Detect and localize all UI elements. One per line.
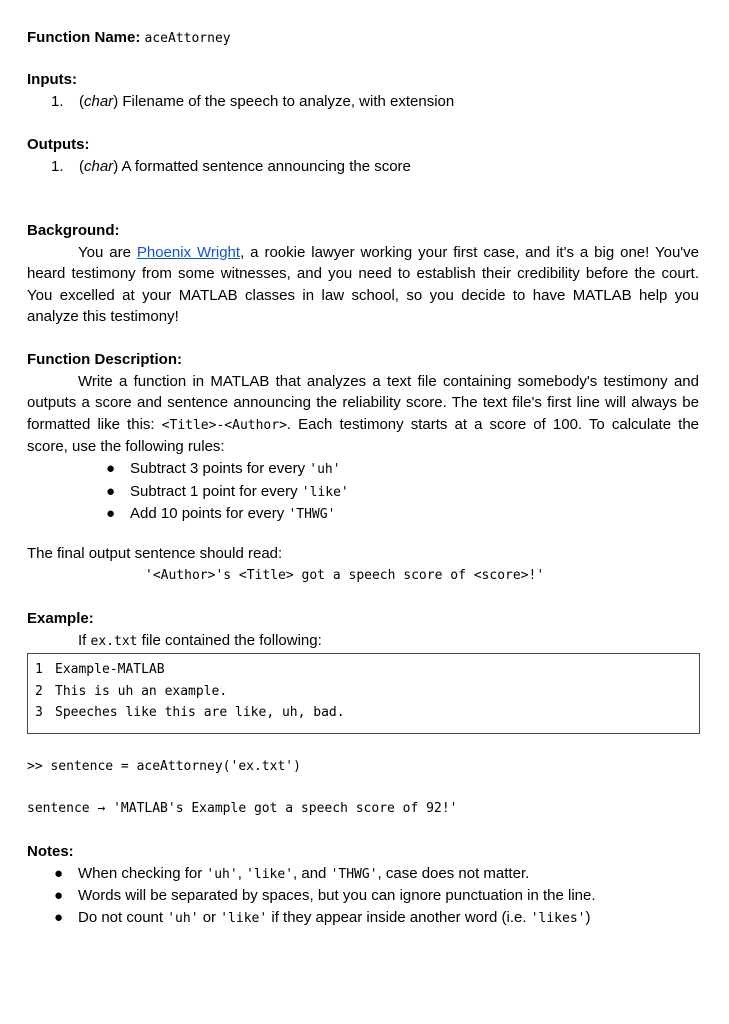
background-paragraph: You are Phoenix Wright, a rookie lawyer working your first case, and it's a big one! You've heard testimony from some witnesses, and you need to establish their credibility before the court. You excelled at your MATLAB classes in law school, so you decide to have MATLAB help you analyze this testimony!	[27, 243, 699, 326]
input-item: 1. (char) Filename of the speech to analyze, with extension	[51, 92, 455, 110]
example-section: Example: If ex.txt file contained the following:	[27, 608, 699, 652]
rule-item: ● Add 10 points for every 'THWG'	[106, 505, 336, 523]
note-item: ● Words will be separated by spaces, but you can ignore punctuation in the line.	[54, 887, 596, 905]
note-item: ● Do not count 'uh' or 'like' if they appear inside another word (i.e. 'likes')	[54, 908, 591, 926]
note-item: ● When checking for 'uh', 'like', and 'THWG', case does not matter.	[54, 864, 530, 882]
rule-item: ● Subtract 3 points for every 'uh'	[106, 459, 341, 477]
function-name-value: aceAttorney	[144, 31, 231, 46]
description-paragraph: Write a function in MATLAB that analyzes a text file containing somebody's testimony and outputs a score and sentence announcing the reliability score. The text file's first line will always be formatted like this: <Title>-<Author>. Each testimony starts at a score of 100. To calculate the score, use the following rules:	[27, 372, 700, 456]
phoenix-wright-link[interactable]: Phoenix Wright	[136, 243, 241, 261]
example-result: sentence → 'MATLAB's Example got a speech score of 92!'	[27, 801, 458, 816]
outputs-section: Outputs: 1. (char) A formatted sentence announcing the score	[27, 134, 699, 177]
final-sentence-format: '<Author>'s <Title> got a speech score of <score>!'	[145, 568, 545, 583]
example-intro: If ex.txt file contained the following:	[78, 631, 322, 649]
final-sentence-label: The final output sentence should read:	[27, 545, 283, 562]
file-line: 3 Speeches like this are like, uh, bad.	[35, 705, 345, 720]
example-file-box	[27, 653, 700, 734]
function-name: Function Name: aceAttorney	[27, 29, 231, 46]
file-line: 2 This is uh an example.	[35, 684, 228, 699]
rules-list	[27, 458, 699, 526]
description-section: Function Description: Write a function in MATLAB that analyzes a text file containing somebody's testimony and outputs a score and sentence announcing the reliability score. The text file's first line will always be formatted like this: <Title>-<Author>. Each testimony starts at a score of 100. To calculate the score, use the following rules: ● Subtract 3 points for every 'uh' ● Subtract 1 point for every 'like' ● Add 10 points for every 'THWG'	[27, 349, 699, 526]
inputs-section: Inputs: 1. (char) Filename of the speech to analyze, with extension	[27, 69, 699, 112]
background-section: Background: You are Phoenix Wright, a rookie lawyer working your first case, and it's a big one! You've heard testimony from some witnesses, and you need to establish their credibility before the court. You excelled at your MATLAB classes in law school, so you decide to have MATLAB help you analyze this testimony!	[27, 220, 699, 328]
example-call: >> sentence = aceAttorney('ex.txt')	[27, 759, 301, 774]
file-line: 1 Example-MATLAB	[35, 662, 165, 677]
output-item: 1. (char) A formatted sentence announcing the score	[51, 157, 411, 175]
notes-section: Notes: ● When checking for 'uh', 'like', and 'THWG', case does not matter. ● Words will be separated by spaces, but you can ignore punctuation in the line. ● Do not count 'uh' or 'like' if they appear inside another word (i.e. 'likes')	[27, 841, 699, 929]
rule-item: ● Subtract 1 point for every 'like'	[106, 482, 349, 500]
